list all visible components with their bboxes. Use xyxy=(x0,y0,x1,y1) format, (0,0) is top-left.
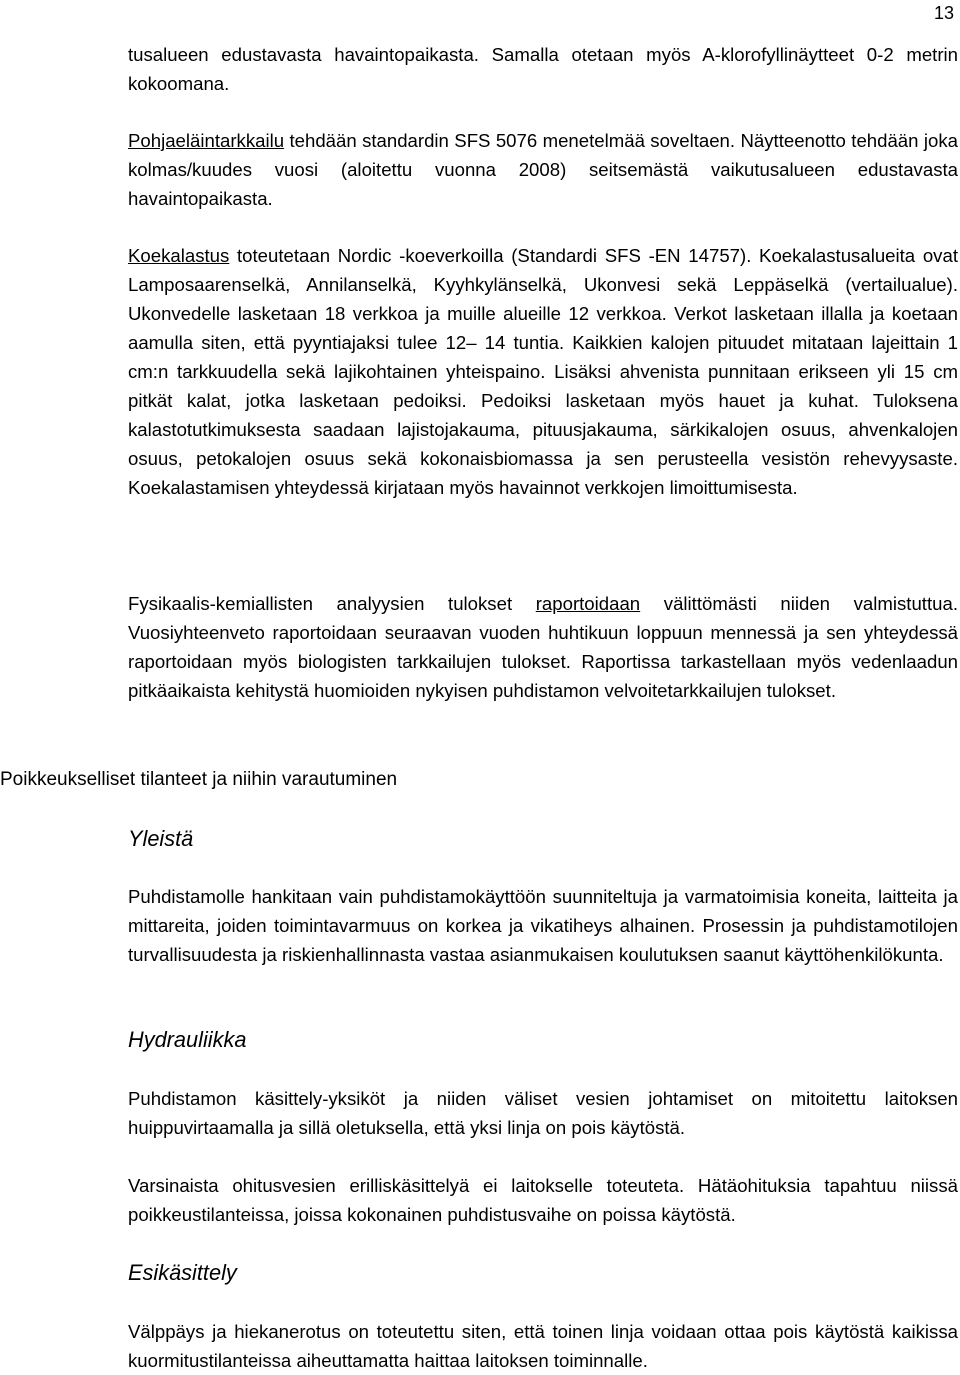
paragraph-text-before: Fysikaalis-kemiallisten analyysien tulokset xyxy=(128,593,536,614)
paragraph-text: toteutetaan Nordic -koeverkoilla (Standardi SFS -EN 14757). Koekalastusalueita ovat Lamposaarenselkä, Annilanselkä, Kyyhkylänselkä, Ukonvesi sekä Leppäselkä (vertailualue). Ukonvedelle lasketaan 18 verkkoa ja muille alueille 12 verkkoa. Verkot lasketaan illalla ja koetaan aamulla siten, että pyyntiajaksi tulee 12– 14 tuntia. Kaikkien kalojen pituudet mitataan lajeittain 1 cm:n tarkkuudella sekä lajikohtainen yhteispaino. Lisäksi ahvenista punnitaan erikseen yli 15 cm pitkät kalat, jotka lasketaan pedoiksi. Pedoiksi lasketaan myös hauet ja kuhat. Tuloksena kalastotutkimuksesta saadaan lajistojakauma, pituusjakauma, särkikalojen osuus, ahvenkalojen osuus, petokalojen osuus sekä kokonaisbiomassa ja sen perusteella vesistön rehevyysaste. Koekalastamisen yhteydessä kirjataan myös havainnot verkkojen limoittumisesta. xyxy=(128,245,958,498)
paragraph-text: tusalueen edustavasta havaintopaikasta. Samalla otetaan myös A-klorofyllinäytteet 0-2 metrin kokoomana. xyxy=(128,44,958,94)
paragraph-test-fishing xyxy=(128,241,958,502)
paragraph-text-after: välittömästi niiden valmistuttua. Vuosiyhteenveto raportoidaan seuraavan vuoden huhtikuun loppuun mennessä ja sen yhteydessä raportoidaan myös biologisten tarkkailujen tulokset. Raportissa tarkastellaan myös vedenlaadun pitkäaikaista kehitystä huomioiden nykyisen puhdistamon velvoitetarkkailujen tulokset. xyxy=(128,593,958,701)
section-heading: Poikkeukselliset tilanteet ja niihin varautuminen xyxy=(0,769,398,790)
term-raportoidaan: raportoidaan xyxy=(535,593,641,614)
subheading-hydrauliikka: Hydrauliikka xyxy=(128,1027,247,1052)
paragraph-reporting xyxy=(128,589,958,705)
paragraph-benthic-monitoring xyxy=(128,126,958,213)
paragraph-text: tehdään standardin SFS 5076 menetelmää soveltaen. Näytteenotto tehdään joka kolmas/kuudes vuosi (aloitettu vuonna 2008) seitsemästä vaikutusalueen edustavasta havaintopaikasta. xyxy=(128,130,958,209)
page-number: 13 xyxy=(933,3,954,23)
paragraph-equipment: Puhdistamolle hankitaan vain puhdistamokäyttöön suunniteltuja ja varmatoimisia koneita, laitteita ja mittareita, joiden toimintavarmuus on korkea ja vikatiheys alhainen. Prosessin ja puhdistamotilojen turvallisuudesta ja riskienhallinnasta vastaa asianmukaisen koulutuksen saanut käyttöhenkilökunta. xyxy=(128,886,958,965)
paragraph-pretreatment: Välppäys ja hiekanerotus on toteutettu siten, että toinen linja voidaan ottaa pois käytöstä kaikissa kuormitustilanteissa aiheuttamatta haittaa laitoksen toiminnalle. xyxy=(128,1321,958,1371)
subheading-yleista: Yleistä xyxy=(128,826,194,851)
paragraph-hydraulics: Puhdistamon käsittely-yksiköt ja niiden väliset vesien johtamiset on mitoitettu laitoksen huippuvirtaamalla ja sillä oletuksella, että yksi linja on pois käytöstä. xyxy=(128,1088,958,1138)
subheading-esikasittely: Esikäsittely xyxy=(128,1260,237,1285)
paragraph-sampling xyxy=(128,40,958,98)
term-koekalastus: Koekalastus xyxy=(128,245,230,266)
term-pohjaelaintarkkailu: Pohjaeläintarkkailu xyxy=(128,130,285,151)
paragraph-bypass: Varsinaista ohitusvesien erilliskäsittelyä ei laitokselle toteuteta. Hätäohituksia tapahtuu niissä poikkeustilanteissa, joissa kokonainen puhdistusvaihe on poissa käytöstä. xyxy=(128,1175,958,1225)
